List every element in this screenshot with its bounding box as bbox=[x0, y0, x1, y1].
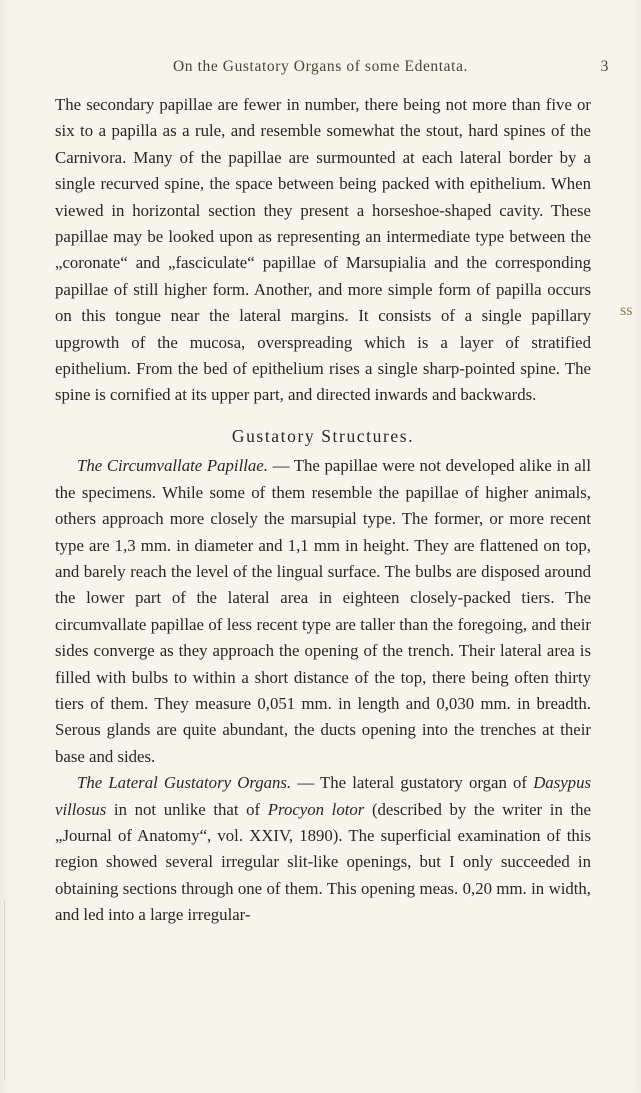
running-header bbox=[0, 58, 641, 84]
lateral-text-3: (described by the writer in the „Journal of Anatomy“, vol. XXIV, 1890). The superficial examination of this region showed several irregular slit-like openings, but I only succeeded in obtaining sections through one of them. This opening meas. 0,20 mm. in width, and led into a large irregular- bbox=[55, 799, 591, 925]
paragraph-secondary-papillae: The secondary papillae are fewer in number, there being not more than five or six to a papilla as a rule, and resemble somewhat the stout, hard spines of the Carnivora. Many of the papillae are surmounted at each lateral border by a single recurved spine, the space between being packed with epithelium. When viewed in horizontal section they present a horseshoe-shaped cavity. These papillae may be looked upon as representing an intermediate type between the „coronate“ and „fasciculate“ papillae of Marsupialia and the corresponding papillae of still higher form. Another, and more simple form of papilla occurs on this tongue near the lateral margins. It consists of a single papillary upgrowth of the mucosa, overspreading which is a layer of stratified epithelium. From the bed of epithelium rises a single sharp-pointed spine. The spine is cornified at its upper part, and directed inwards and backwards. bbox=[55, 95, 591, 405]
running-title: On the Gustatory Organs of some Edentata. bbox=[172, 58, 469, 75]
lateral-text-2: in not unlike that of bbox=[106, 799, 268, 819]
lateral-lead: The Lateral Gustatory Organs. bbox=[77, 773, 292, 793]
body-text bbox=[55, 92, 591, 929]
page-number: 3 bbox=[600, 58, 609, 75]
species-dasypus: Dasypus villosus bbox=[55, 773, 591, 819]
margin-annotation: ss bbox=[620, 302, 633, 319]
section-heading: Gustatory Structures. bbox=[231, 425, 415, 446]
circumvallate-text: — The papillae were not developed alike in all the specimens. While some of them resemble the papillae of higher animals, others approach more closely the marsupial type. The former, or more recent type are 1,3 mm. in diameter and 1,1 mm in height. They are flattened on top, and barely reach the level of the lingual surface. The bulbs are disposed around the lower part of the lateral area in eighteen closely-packed tiers. The circumvallate papillae of less recent type are taller than the foregoing, and their sides converge as they approach the opening of the trench. Their lateral area is filled with bulbs to within a short distance of the top, there being often thirty tiers of them. They measure 0,051 mm. in length and 0,030 mm. in breadth. Serous glands are quite abundant, the ducts opening into the trenches at their base and sides. bbox=[55, 456, 591, 766]
circumvallate-lead: The Circumvallate Papillae. bbox=[77, 456, 268, 476]
species-procyon: Procyon lotor bbox=[267, 799, 365, 819]
paragraph-circumvallate bbox=[55, 453, 591, 770]
lateral-text-1: — The lateral gustatory organ of bbox=[291, 773, 534, 793]
page-edge-mark bbox=[4, 900, 5, 1080]
paragraph-lateral bbox=[55, 770, 591, 928]
